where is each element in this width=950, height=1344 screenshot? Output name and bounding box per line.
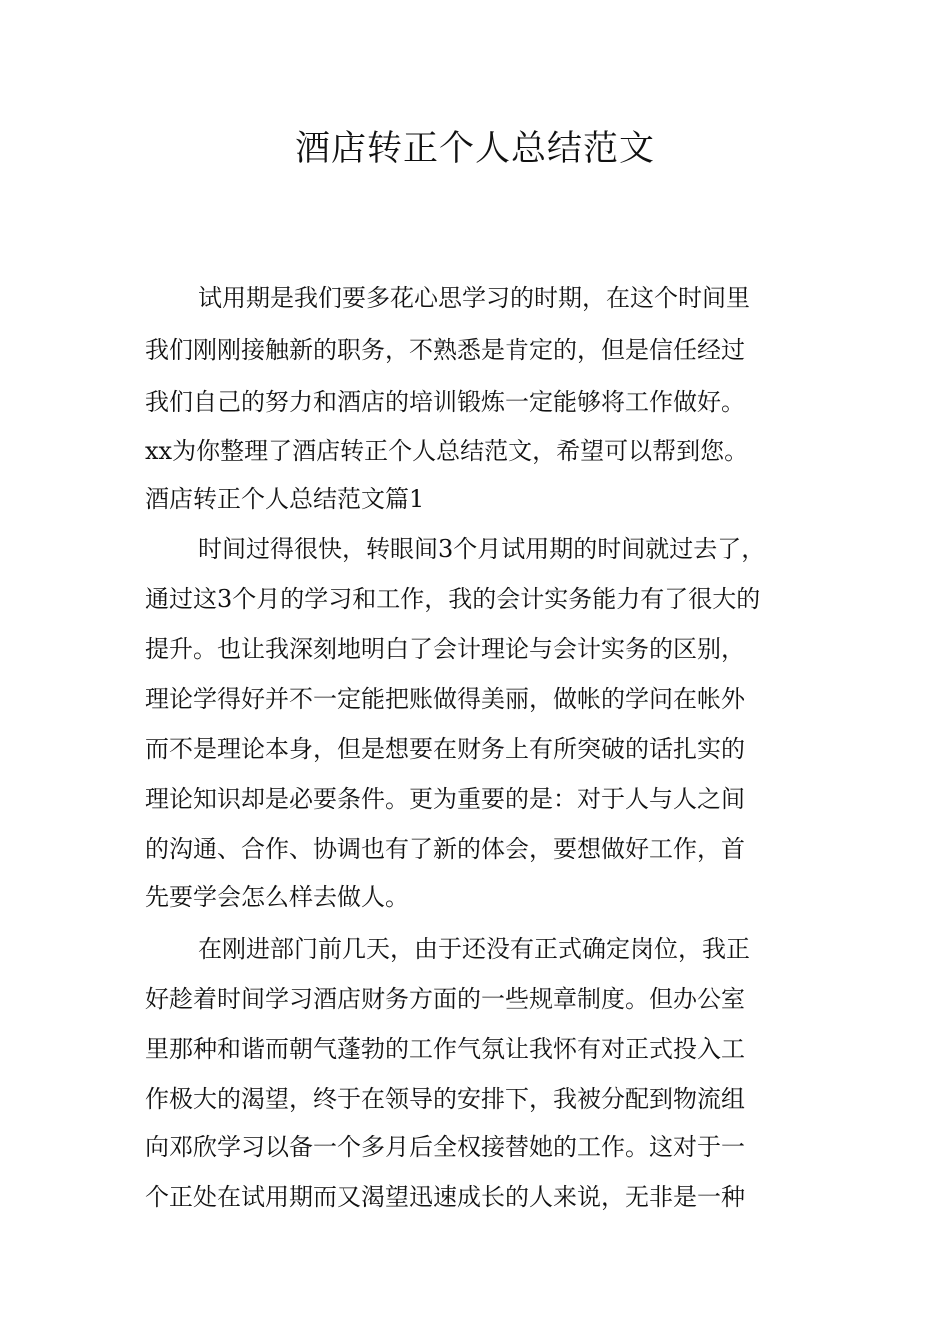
paragraph-line: 的沟通、合作、协调也有了新的体会，要想做好工作，首 [145,835,745,863]
paragraph-line: 好趁着时间学习酒店财务方面的一些规章制度。但办公室 [145,985,745,1013]
paragraph-line: 通过这3个月的学习和工作，我的会计实务能力有了很大的 [145,585,761,613]
section-heading: 酒店转正个人总结范文篇1 [145,485,425,513]
paragraph-line: 试用期是我们要多花心思学习的时期，在这个时间里 [198,284,750,312]
paragraph-line: 里那种和谐而朝气蓬勃的工作气氛让我怀有对正式投入工 [145,1035,745,1063]
paragraph-line: 先要学会怎么样去做人。 [145,883,409,911]
paragraph-line: 时间过得很快，转眼间3个月试用期的时间就过去了， [198,535,766,563]
document-title: 酒店转正个人总结范文 [294,129,655,169]
paragraph-line: 我们刚刚接触新的职务，不熟悉是肯定的，但是信任经过 [145,336,745,364]
paragraph-line: 作极大的渴望，终于在领导的安排下，我被分配到物流组 [145,1085,745,1113]
paragraph-line: 我们自己的努力和酒店的培训锻炼一定能够将工作做好。 [145,388,745,416]
paragraph-line: 理论知识却是必要条件。更为重要的是：对于人与人之间 [145,785,745,813]
paragraph-line: 而不是理论本身，但是想要在财务上有所突破的话扎实的 [145,735,745,763]
paragraph-line: 在刚进部门前几天，由于还没有正式确定岗位，我正 [198,935,750,963]
paragraph-line: 向邓欣学习以备一个多月后全权接替她的工作。这对于一 [145,1133,745,1161]
paragraph-line: 理论学得好并不一定能把账做得美丽，做帐的学问在帐外 [145,685,745,713]
paragraph-line: 提升。也让我深刻地明白了会计理论与会计实务的区别， [145,635,745,663]
paragraph-line: 个正处在试用期而又渴望迅速成长的人来说，无非是一种 [145,1183,745,1211]
paragraph-line: xx为你整理了酒店转正个人总结范文，希望可以帮到您。 [145,437,749,465]
